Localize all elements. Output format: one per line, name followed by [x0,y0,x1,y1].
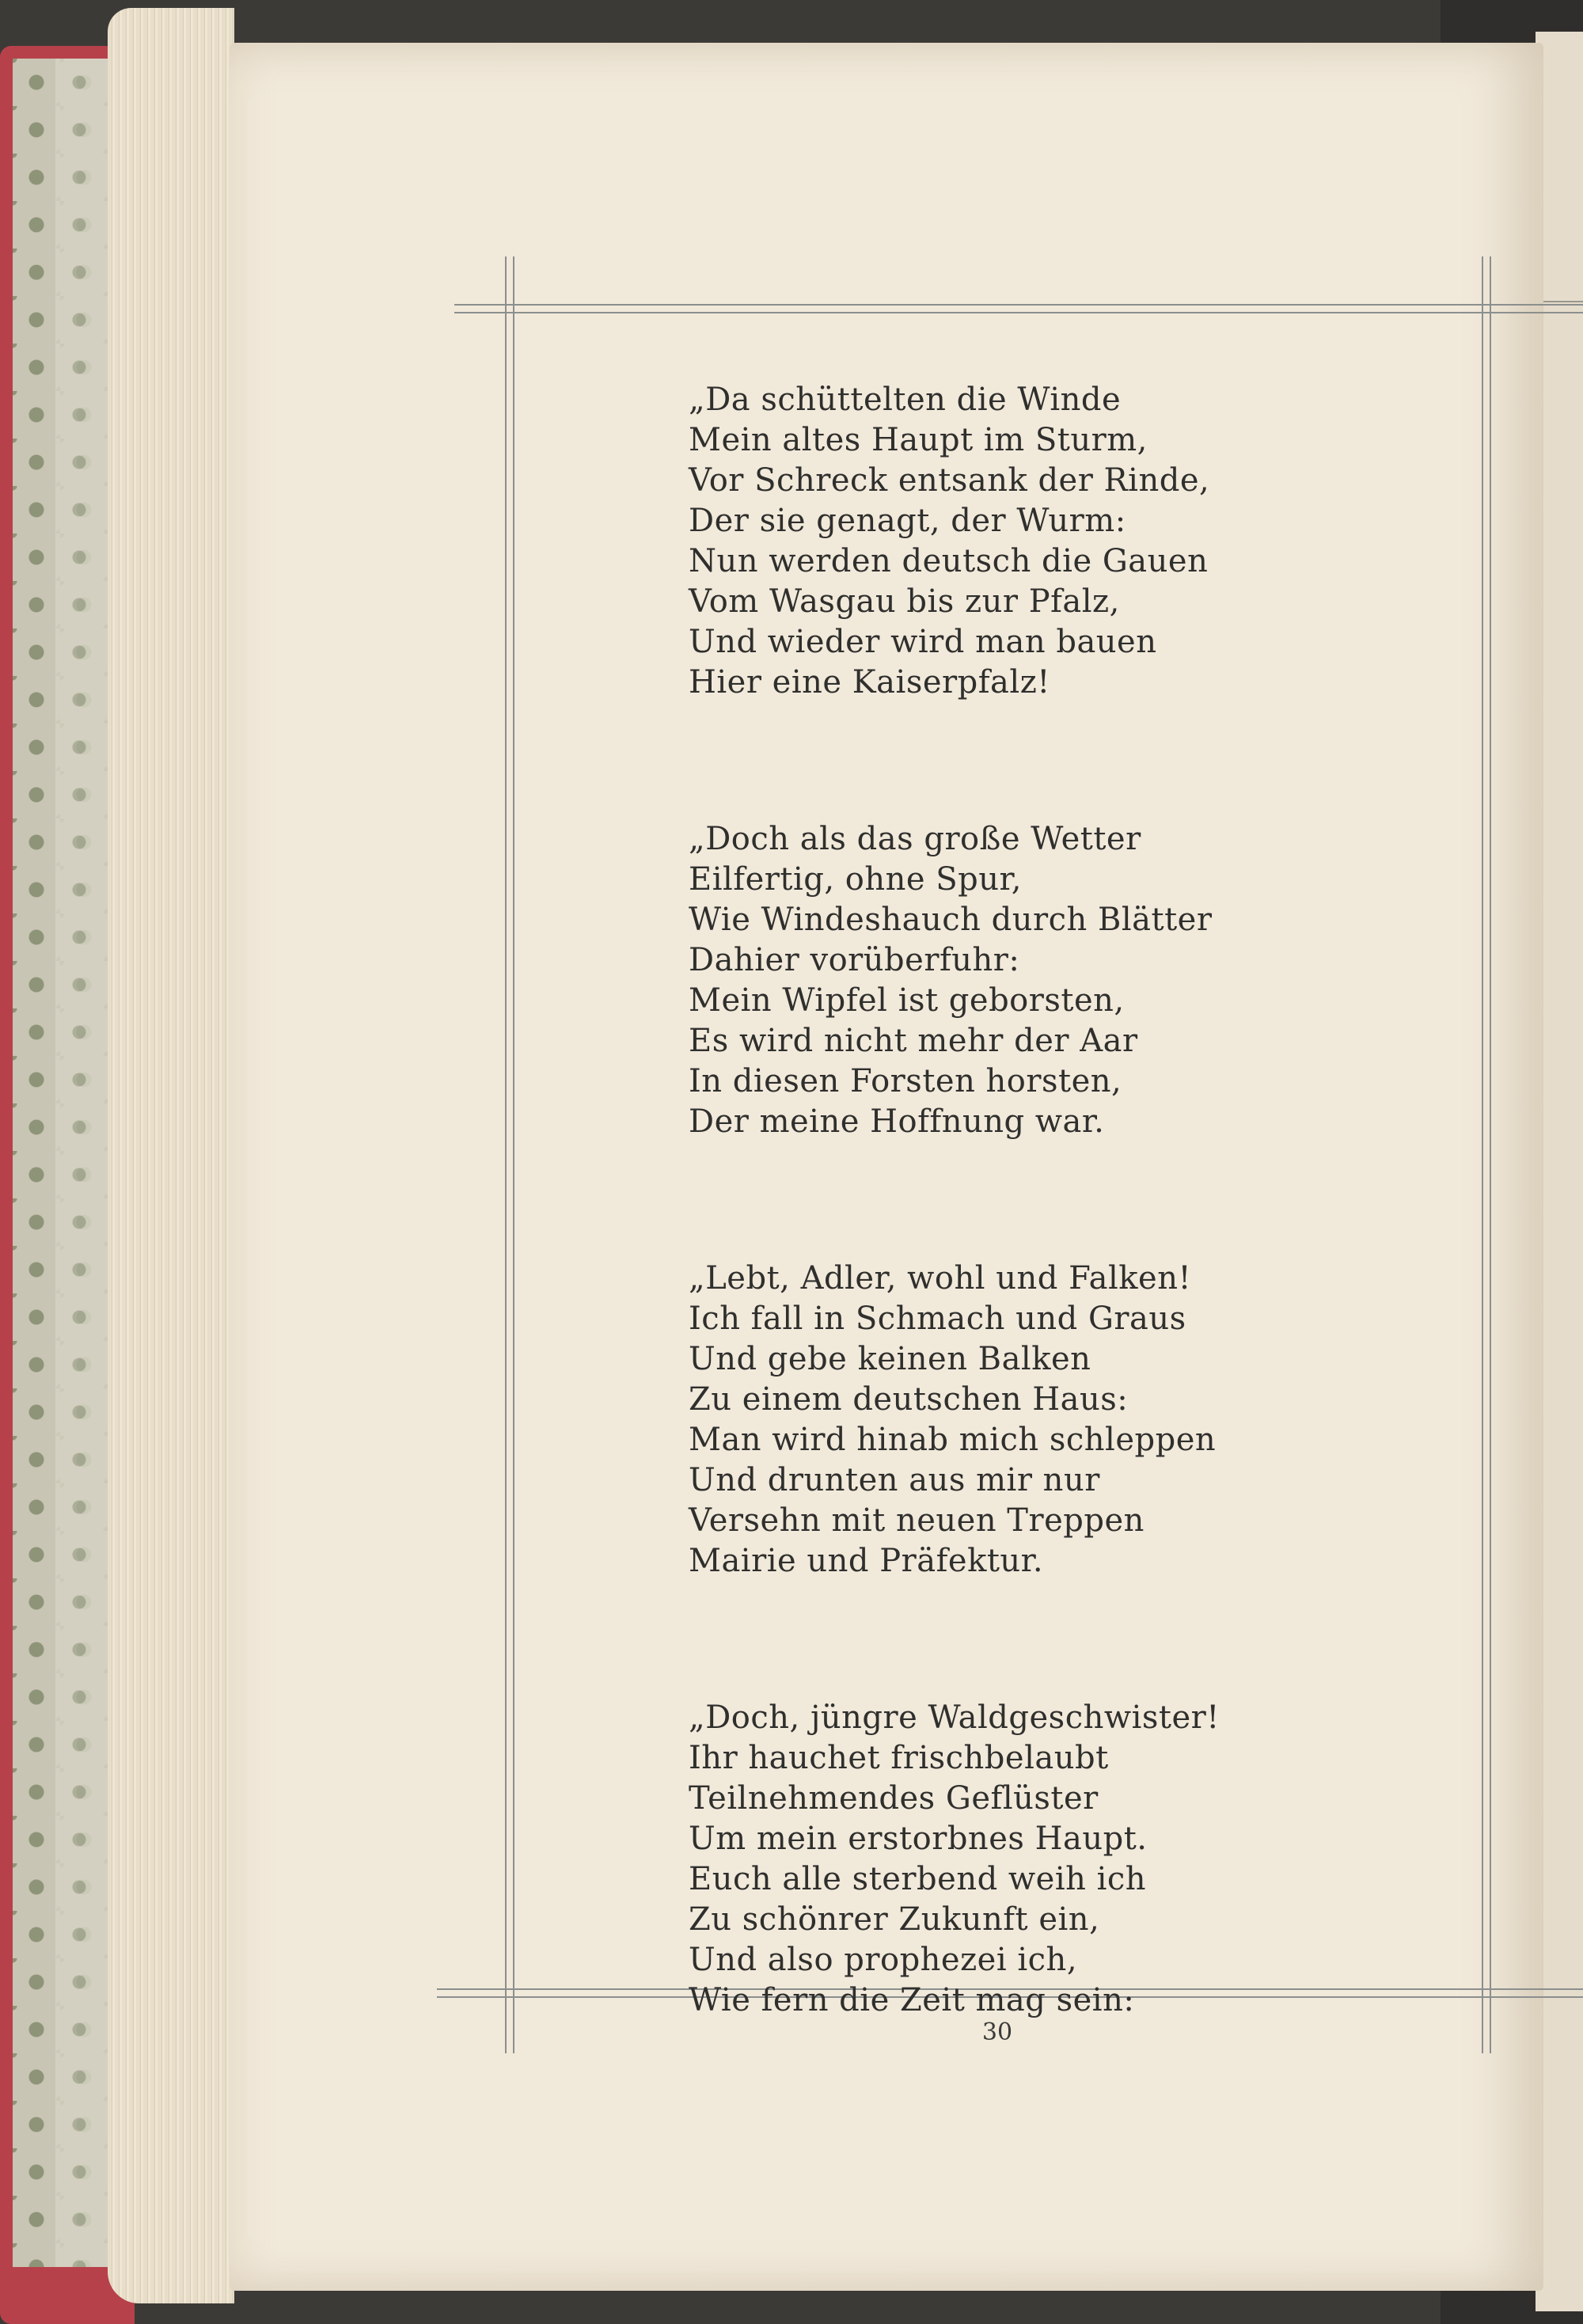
page-edges [108,8,234,2303]
poem-line: Vor Schreck entsank der Rinde, [689,462,1210,499]
stanza-gap [689,1582,1401,1698]
poem-line: Man wird hinab mich schleppen [689,1422,1217,1458]
poem-line: Ich fall in Schmach und Graus [689,1301,1186,1337]
poem-line: Und gebe keinen Balken [689,1341,1091,1377]
poem-line: Der sie genagt, der Wurm: [689,503,1126,539]
poem-line: Um mein erstorbnes Haupt. [689,1821,1148,1857]
poem-line: Zu schönrer Zukunft ein, [689,1901,1100,1938]
stanza-2 [689,819,1401,1142]
poem-line: Wie Windeshauch durch Blätter [689,902,1213,938]
poem-line: Euch alle sterbend weih ich [689,1861,1147,1897]
poem [689,380,1401,2021]
poem-line: Vom Wasgau bis zur Pfalz, [689,583,1120,620]
poem-line: Und wieder wird man bauen [689,624,1157,660]
frame-right-rule-2 [1490,256,1491,2053]
stanza-3 [689,1259,1401,1582]
poem-line: „Da schüttelten die Winde [689,382,1122,418]
poem-line: Es wird nicht mehr der Aar [689,1023,1138,1059]
poem-line: Und also prophezei ich, [689,1942,1078,1978]
poem-line: Dahier vorüberfuhr: [689,942,1020,978]
frame-left-rule-1 [505,256,507,2053]
stanza-gap [689,703,1401,819]
poem-line: Der meine Hoffnung war. [689,1103,1105,1140]
poem-line: Versehn mit neuen Treppen [689,1502,1145,1539]
poem-line: Eilfertig, ohne Spur, [689,861,1022,898]
poem-line: Mein altes Haupt im Sturm, [689,422,1148,458]
poem-line: Und drunten aus mir nur [689,1462,1100,1498]
stanza-gap [689,1142,1401,1259]
frame-top-rule-1 [454,304,1583,306]
frame-top-rule-2 [454,312,1583,313]
facing-page-rule [1542,301,1583,302]
poem-line: „Lebt, Adler, wohl und Falken! [689,1260,1192,1297]
poem-line: In diesen Forsten horsten, [689,1063,1122,1099]
poem-line: Nun werden deutsch die Gauen [689,543,1209,579]
poem-line: Wie fern die Zeit mag sein: [689,1982,1135,2018]
poem-line: Hier eine Kaiserpfalz! [689,664,1050,701]
endpaper-pattern-light [55,59,108,2267]
poem-line: „Doch als das große Wetter [689,821,1141,857]
poem-line: Mairie und Präfektur. [689,1543,1044,1579]
frame-left-rule-2 [513,256,514,2053]
poem-line: Ihr hauchet frischbelaubt [689,1740,1109,1776]
poem-line: Mein Wipfel ist geborsten, [689,982,1125,1019]
stanza-4 [689,1698,1401,2021]
page-number: 30 [981,2018,1013,2046]
poem-line: Zu einem deutschen Haus: [689,1381,1129,1418]
stanza-1 [689,380,1401,703]
poem-line: „Doch, jüngre Waldgeschwister! [689,1699,1220,1736]
frame-right-rule-1 [1482,256,1483,2053]
poem-line: Teilnehmendes Geflüster [689,1780,1099,1817]
